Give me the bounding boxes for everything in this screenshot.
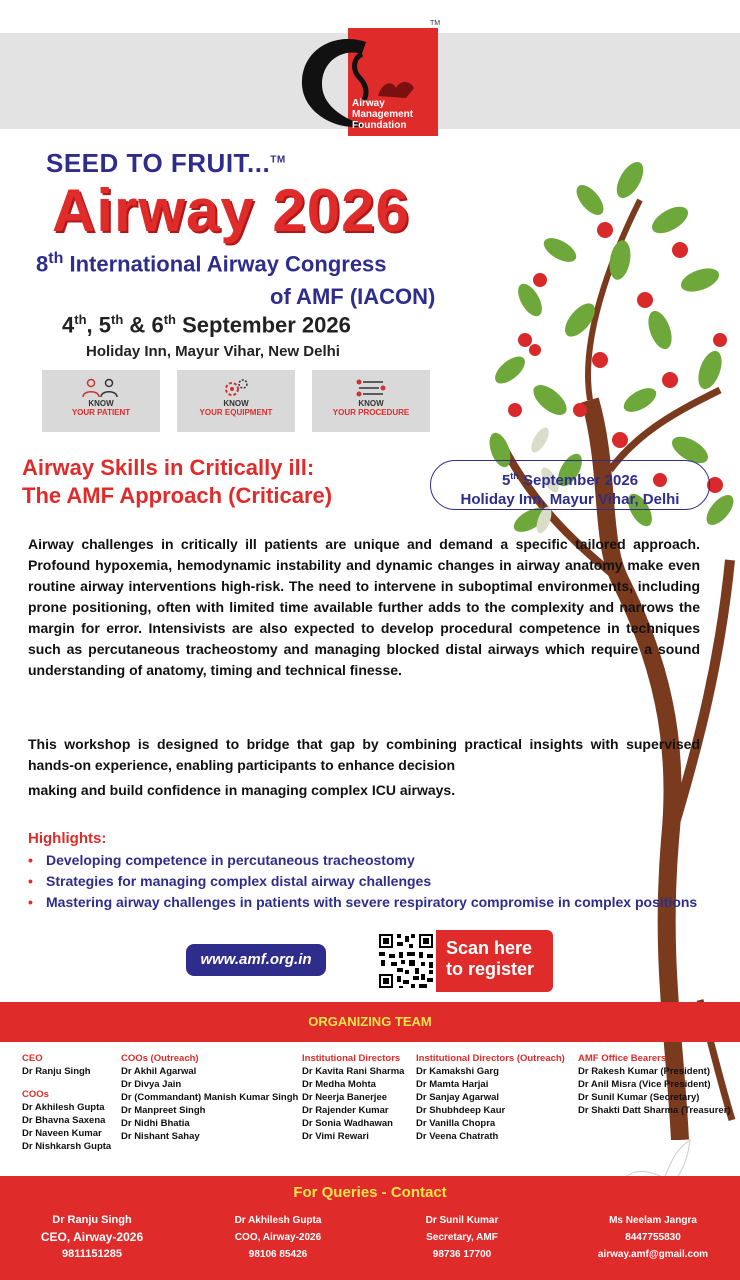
team-col-institutional-outreach: Institutional Directors (Outreach) Dr Kamakshi Garg Dr Mamta Harjai Dr Sanjay Agarwal Dr Shubhdeep Kaur Dr Vanilla Chopra Dr Veena Chatrath [416,1053,565,1142]
workshop-date-venue: 5th September 2026 Holiday Inn, Mayur Vihar, Delhi [430,460,710,510]
scan-to-register: Scan here to register [436,930,553,992]
gears-icon [214,378,258,398]
amf-logo [296,20,441,136]
highlight-item: • Strategies for managing complex distal airway challenges [28,873,432,889]
highlight-item: • Mastering airway challenges in patients with severe respiratory compromise in complex positions [28,894,698,910]
congress-line-2: of AMF (IACON) [270,284,436,309]
highlight-item: • Developing competence in percutaneous tracheostomy [28,852,415,868]
logo-tm: TM [430,20,441,27]
workshop-paragraph: This workshop is designed to bridge that gap by combining practical insights with supervised hands-on experience, enabling participants to enhance decision [28,736,700,773]
highlights-list [28,850,700,913]
contact-email-link[interactable]: airway.amf@gmail.com [597,1249,709,1260]
qr-code-icon[interactable] [377,932,435,990]
contact-card: Dr Sunil Kumar Secretary, AMF 98736 17700 [425,1215,499,1260]
website-link[interactable]: www.amf.org.in [186,944,326,976]
team-col-institutional: Institutional Directors Dr Kavita Rani Sharma Dr Medha Mohta Dr Neerja Banerjee Dr Rajender Kumar Dr Sonia Wadhawan Dr Vimi Rewari [302,1053,405,1142]
contact-card: Ms Neelam Jangra 8447755830 airway.amf@gmail.com [578,1212,728,1263]
event-venue: Holiday Inn, Mayur Vihar, New Delhi [86,343,340,360]
congress-line-1: 8th International Airway Congress [36,250,387,277]
highlights-title: Highlights: [28,830,107,847]
contact-card: Dr Akhilesh Gupta COO, Airway-2026 98106 85426 [234,1215,322,1260]
organizing-title: ORGANIZING TEAM [308,1014,432,1029]
event-dates: 4th, 5th & 6th September 2026 [62,312,351,338]
tagline: SEED TO FRUIT...™ [46,148,286,178]
contact-card: Dr Ranju Singh CEO, Airway-2026 9811151285 [40,1214,144,1260]
know-your-procedure-box: KNOW YOUR PROCEDURE [312,370,430,432]
patients-icon [79,378,123,398]
intro-paragraph: Airway challenges in critically ill patients are unique and demand a specific tailored approach. Profound hypoxemia, hemodynamic instability and dynamic changes in airway anatomy make even routine airway interventions high-risk. The need to intervene in suboptimal environments, including prone positioning, often with limited time available further adds to the complexity and narrows the margin for error. Intensivists are also expected to develop procedural competence in techniques such as percutaneous tracheostomy and managing blocked distal airways which require a sound understanding of anatomy, timing and technical finesse. [28,536,700,678]
procedure-icon [349,378,393,398]
workshop-title: Airway Skills in Critically ill: The AMF Approach (Criticare) [22,455,333,508]
logo-text: Airway Management Foundation [352,98,414,131]
queries-title: For Queries - Contact [293,1184,447,1201]
event-title: Airway 2026 [52,177,410,244]
know-your-equipment-box: KNOW YOUR EQUIPMENT [177,370,295,432]
team-col-ceo: CEO Dr Ranju Singh COOs Dr Akhilesh Gupta Dr Bhavna Saxena Dr Naveen Kumar Dr Nishkarsh Gupta [22,1053,112,1152]
team-col-outreach: COOs (Outreach) Dr Akhil Agarwal Dr Divya Jain Dr (Commandant) Manish Kumar Singh Dr Manpreet Singh Dr Nidhi Bhatia Dr Nishant Sahay [121,1053,299,1142]
team-col-office-bearers: AMF Office Bearers Dr Rakesh Kumar (President) Dr Anil Misra (Vice President) Dr Sunil Kumar (Secretary) Dr Shakti Datt Sharma (Treasurer) [578,1053,731,1116]
workshop-paragraph-end: making and build confidence in managing complex ICU airways. [28,782,456,798]
know-your-patient-box: KNOW YOUR PATIENT [42,370,160,432]
